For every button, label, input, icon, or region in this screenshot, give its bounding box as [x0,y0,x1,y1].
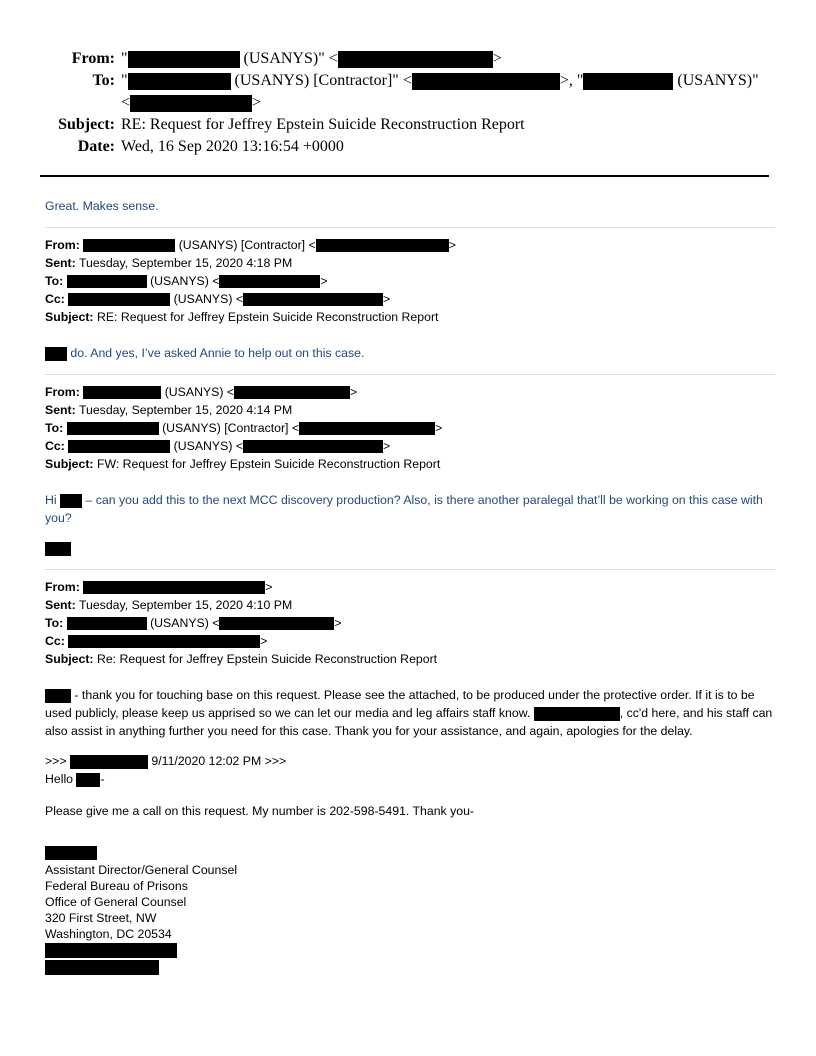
email-thread [45,197,775,975]
redaction [67,617,147,630]
message-divider [45,374,775,375]
message-body: Hi – can you add this to the next MCC discovery production? Also, is there another paralegal that’ll be working on this case with you? [45,493,763,525]
header-date-value: Wed, 16 Sep 2020 13:16:54 +0000 [121,138,344,155]
redaction [128,51,240,68]
redaction [67,422,159,435]
header-subject-value: RE: Request for Jeffrey Epstein Suicide Reconstruction Report [121,116,525,133]
quoted-header: >>> 9/11/2020 12:02 PM >>> Hello - [45,754,287,786]
redaction [83,386,161,399]
redaction [338,51,493,68]
signature-line: Federal Bureau of Prisons [45,879,188,893]
header-subject-row [55,114,775,136]
redaction [83,239,175,252]
reply-text: Great. Makes sense. [45,199,159,213]
redaction [583,73,673,90]
header-to-row: To: " (USANYS) [Contractor]" < >, " (USANYS)" [55,70,775,92]
redaction [83,581,265,594]
redaction [67,275,147,288]
redaction [316,239,449,252]
redaction [68,293,170,306]
message-body: do. And yes, I’ve asked Annie to help out on this case. [45,344,775,362]
redaction [219,617,334,630]
redaction [45,347,67,361]
signature-line: Office of General Counsel [45,895,187,909]
redaction [130,95,252,112]
redaction [76,773,100,787]
redaction [60,494,82,508]
header-date-row [55,136,775,158]
call-request-text: Please give me a call on this request. My number is 202-598-5491. Thank you- [45,804,475,818]
message-divider [45,227,775,228]
header-to-label: To: [92,72,115,89]
message-body: - thank you for touching base on this request. Please see the attached, to be produced under the protective order. If it is to be used publicly, please keep us apprised so we can let our media and leg affairs staff know. , cc'd here, and his staff can also assist in anything further you need for this case. Thank you for your assistance, and again, apologies for the delay. [45,688,773,738]
redaction [243,440,383,453]
header-from-row: From: " (USANYS)" < > [55,48,775,70]
redaction [128,73,231,90]
redaction [219,275,320,288]
email-header: From: " (USANYS)" < > To: " (USANYS) [Contractor]" < >, " (USANYS)" < > Subject: RE: Request for Jeffrey Epstein Suicide Reconstruction Report Date: Wed, 16 Sep 2020 13:16:54 +0000 [55,48,775,158]
message-meta: From: (USANYS) < > Sent: Tuesday, September 15, 2020 4:14 PM To: (USANYS) [Contractor] < > Cc: (USANYS) < > Subject: FW: Request for Jeffrey Epstein Suicide Reconstruction Report [45,385,443,471]
redaction [45,943,177,958]
redaction [243,293,383,306]
redaction [234,386,350,399]
redaction [68,440,170,453]
redaction [45,689,71,703]
message-meta: From: > Sent: Tuesday, September 15, 2020 4:10 PM To: (USANYS) < > Cc: > Subject: Re: Request for Jeffrey Epstein Suicide Reconstruction Report [45,580,438,666]
redaction [70,755,148,769]
redaction [45,542,71,556]
redaction [45,960,159,975]
redaction [412,73,560,90]
signature-line: Washington, DC 20534 [45,927,172,941]
message-divider [45,569,775,570]
header-divider [40,175,769,177]
signature-line: Assistant Director/General Counsel [45,863,238,877]
header-from-label: From: [71,50,115,67]
header-date-label: Date: [77,138,115,155]
signature-line: 320 First Street, NW [45,911,157,925]
signature-block [45,844,775,975]
redaction [534,707,620,721]
redaction [299,422,435,435]
redaction [45,846,97,860]
message-meta: From: (USANYS) [Contractor] < > Sent: Tuesday, September 15, 2020 4:18 PM To: (USANYS) < > Cc: (USANYS) < > Subject: RE: Request for Jeffrey Epstein Suicide Reconstruction Report [45,238,456,324]
redaction [68,635,260,648]
header-subject-label: Subject: [58,116,115,133]
